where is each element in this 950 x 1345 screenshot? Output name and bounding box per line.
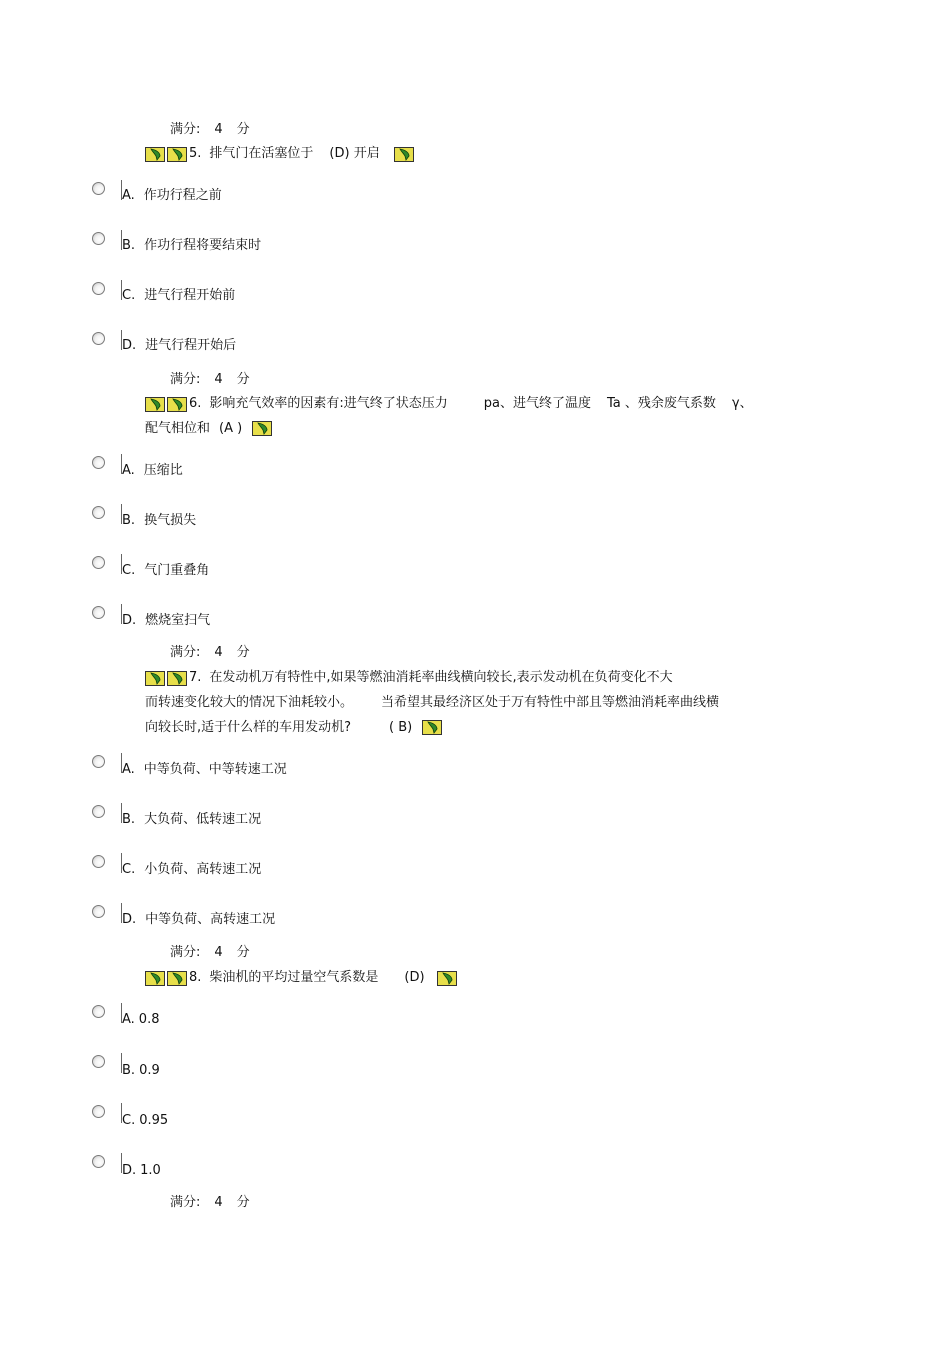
question-answer: (D) 开启: [329, 146, 380, 161]
question-6: 6. 影响充气效率的因素有:进气终了状态压力 pa、进气终了温度 Ta 、残余废气系数 γ、: [145, 396, 753, 413]
question-answer: (D): [404, 970, 425, 985]
option-radio[interactable]: [92, 282, 105, 295]
option-item: D. 中等负荷、高转速工况: [122, 912, 276, 927]
option-radio[interactable]: [92, 332, 105, 345]
score-line: [170, 122, 250, 138]
option-item: A. 0.8: [122, 1012, 160, 1027]
option-item: D. 1.0: [122, 1163, 161, 1178]
arrow-flag-icon[interactable]: [437, 971, 457, 986]
question-text: 在发动机万有特性中,如果等燃油消耗率曲线横向较长,表示发动机在负荷变化不大: [209, 670, 673, 685]
arrow-flag-icon[interactable]: [167, 397, 187, 412]
option-item: D. 燃烧室扫气: [122, 613, 211, 628]
question-7-line2: 而转速变化较大的情况下油耗较小。 当希望其最经济区处于万有特性中部且等燃油消耗率曲线横: [145, 695, 720, 710]
option-radio[interactable]: [92, 905, 105, 918]
option-radio[interactable]: [92, 232, 105, 245]
option-radio[interactable]: [92, 1005, 105, 1018]
score-line: 满分: 4 分: [170, 1195, 250, 1210]
arrow-flag-icon[interactable]: [145, 397, 165, 412]
option-radio[interactable]: [92, 556, 105, 569]
option-item: A. 中等负荷、中等转速工况: [122, 762, 287, 777]
option-item: A. 作功行程之前: [122, 188, 222, 203]
option-item: C. 小负荷、高转速工况: [122, 862, 262, 877]
arrow-flag-icon[interactable]: [167, 147, 187, 162]
option-radio[interactable]: [92, 606, 105, 619]
score-line: 满分: 4 分: [170, 372, 250, 387]
question-answer: (A ): [219, 421, 243, 436]
option-item: C. 气门重叠角: [122, 563, 210, 578]
score-line: 满分: 4 分: [170, 645, 250, 660]
option-radio[interactable]: [92, 456, 105, 469]
option-radio[interactable]: [92, 855, 105, 868]
option-item: A. 压缩比: [122, 463, 183, 478]
arrow-flag-icon[interactable]: [167, 671, 187, 686]
arrow-flag-icon[interactable]: [145, 971, 165, 986]
option-item: C. 0.95: [122, 1113, 169, 1128]
option-radio[interactable]: [92, 1155, 105, 1168]
question-answer: ( B): [389, 720, 413, 735]
option-radio[interactable]: [92, 506, 105, 519]
option-item: C. 进气行程开始前: [122, 288, 236, 303]
option-item: B. 大负荷、低转速工况: [122, 812, 262, 827]
option-item: B. 作功行程将要结束时: [122, 238, 262, 253]
question-5: [145, 146, 416, 163]
option-radio[interactable]: [92, 755, 105, 768]
question-number: 7.: [189, 670, 202, 685]
arrow-flag-icon[interactable]: [145, 147, 165, 162]
question-6-line2: 配气相位和 (A ): [145, 421, 274, 437]
arrow-flag-icon[interactable]: [252, 421, 272, 436]
option-item: D. 进气行程开始后: [122, 338, 237, 353]
arrow-flag-icon[interactable]: [422, 720, 442, 735]
question-number: 5.: [189, 146, 202, 161]
question-number: 6.: [189, 396, 202, 411]
question-number: 8.: [189, 970, 202, 985]
option-radio[interactable]: [92, 805, 105, 818]
option-item: B. 0.9: [122, 1063, 160, 1078]
option-item: B. 换气损失: [122, 513, 197, 528]
arrow-flag-icon[interactable]: [145, 671, 165, 686]
question-text: 影响充气效率的因素有:进气终了状态压力: [209, 396, 448, 411]
score-value: 4: [214, 122, 223, 137]
question-7-line3: 向较长时,适于什么样的车用发动机? ( B): [145, 720, 444, 736]
arrow-flag-icon[interactable]: [394, 147, 414, 162]
arrow-flag-icon[interactable]: [167, 971, 187, 986]
option-radio[interactable]: [92, 182, 105, 195]
score-unit: 分: [236, 122, 250, 137]
question-8: [145, 970, 459, 987]
question-text: 排气门在活塞位于: [209, 146, 314, 161]
question-7: [145, 670, 673, 687]
question-text: 柴油机的平均过量空气系数是: [209, 970, 379, 985]
score-label: 满分:: [170, 122, 201, 137]
option-radio[interactable]: [92, 1055, 105, 1068]
option-radio[interactable]: [92, 1105, 105, 1118]
score-line: 满分: 4 分: [170, 945, 250, 960]
